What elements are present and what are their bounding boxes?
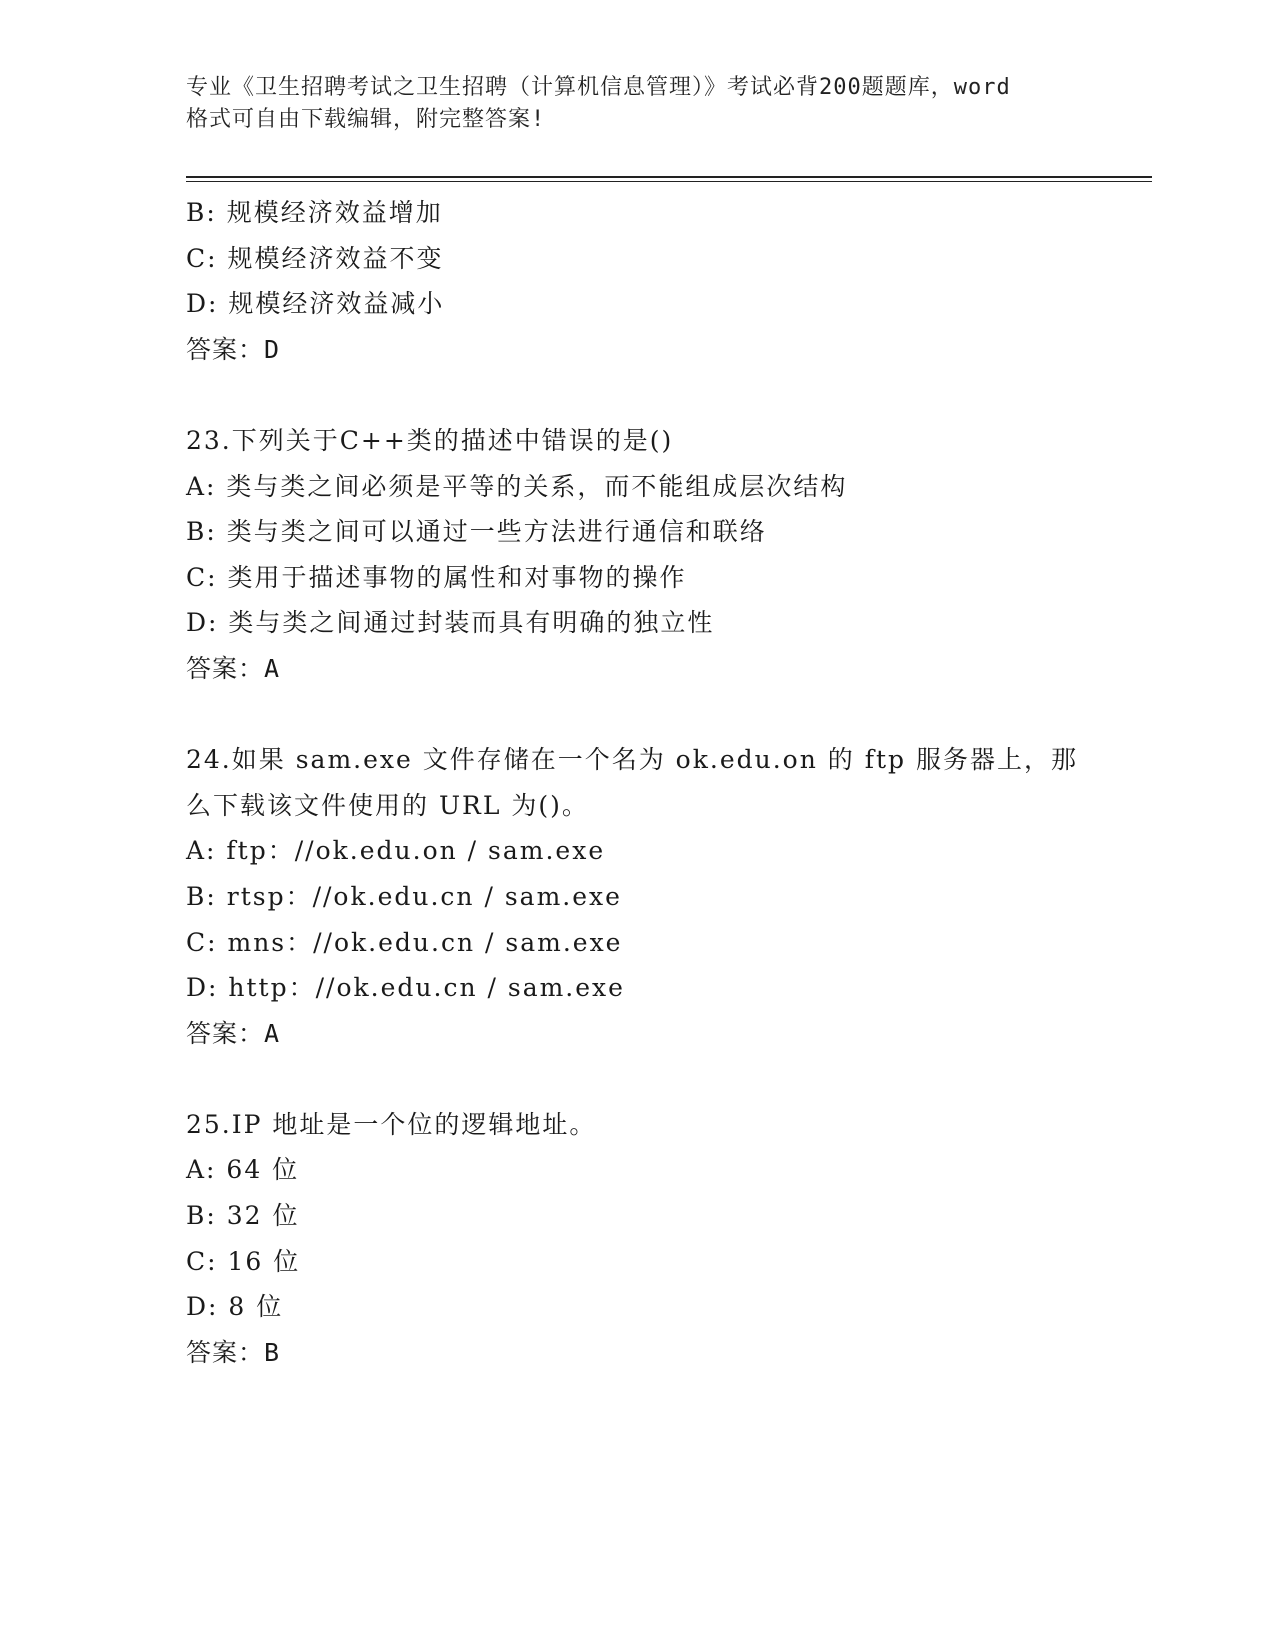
- question-25: [186, 1102, 1086, 1376]
- question-23: [186, 418, 1086, 692]
- answer-line: 答案：A: [186, 1018, 281, 1048]
- header-divider-thick: [186, 176, 1152, 178]
- option-a: A: 类与类之间必须是平等的关系，而不能组成层次结构: [186, 471, 848, 501]
- option-b: B: rtsp：//ok.edu.cn / sam.exe: [186, 881, 622, 911]
- header-divider-thin: [186, 181, 1152, 182]
- spacer: [186, 1056, 1086, 1102]
- option-d: D: 规模经济效益减小: [186, 289, 445, 319]
- spacer: [186, 372, 1086, 418]
- option-a: A: ftp：//ok.edu.on / sam.exe: [186, 836, 606, 866]
- question-24: [186, 737, 1086, 1056]
- option-c: C: 类用于描述事物的属性和对事物的操作: [186, 562, 687, 592]
- spacer: [186, 692, 1086, 738]
- question-list: [186, 190, 1086, 1375]
- question-22: [186, 190, 1086, 372]
- option-d: D: http：//ok.edu.cn / sam.exe: [186, 973, 625, 1003]
- question-text: 23.下列关于C++类的描述中错误的是(): [186, 425, 674, 455]
- option-a: A: 64 位: [186, 1155, 300, 1185]
- option-b: B: 32 位: [186, 1201, 300, 1231]
- option-c: C: 规模经济效益不变: [186, 243, 444, 273]
- question-text-line-2: 么下载该文件使用的 URL 为()。: [186, 790, 589, 820]
- answer-line: 答案：A: [186, 653, 281, 683]
- option-c: C: 16 位: [186, 1246, 301, 1276]
- header-title-line-1: 专业《卫生招聘考试之卫生招聘（计算机信息管理）》考试必背200题题库，word: [186, 75, 1011, 100]
- question-text: 25.IP 地址是一个位的逻辑地址。: [186, 1109, 597, 1139]
- option-c: C: mns：//ok.edu.cn / sam.exe: [186, 927, 623, 957]
- option-d: D: 8 位: [186, 1292, 284, 1322]
- option-d: D: 类与类之间通过封装而具有明确的独立性: [186, 608, 715, 638]
- question-text-line-1: 24.如果 sam.exe 文件存储在一个名为 ok.edu.on 的 ftp 服务器上，那: [186, 745, 1078, 775]
- header-title-line-2: 格式可自由下载编辑，附完整答案!: [186, 107, 546, 132]
- answer-line: 答案：D: [186, 334, 281, 364]
- answer-line: 答案：B: [186, 1337, 281, 1367]
- option-b: B: 类与类之间可以通过一些方法进行通信和联络: [186, 517, 767, 547]
- document-header: [186, 72, 1086, 136]
- option-b: B: 规模经济效益增加: [186, 198, 443, 227]
